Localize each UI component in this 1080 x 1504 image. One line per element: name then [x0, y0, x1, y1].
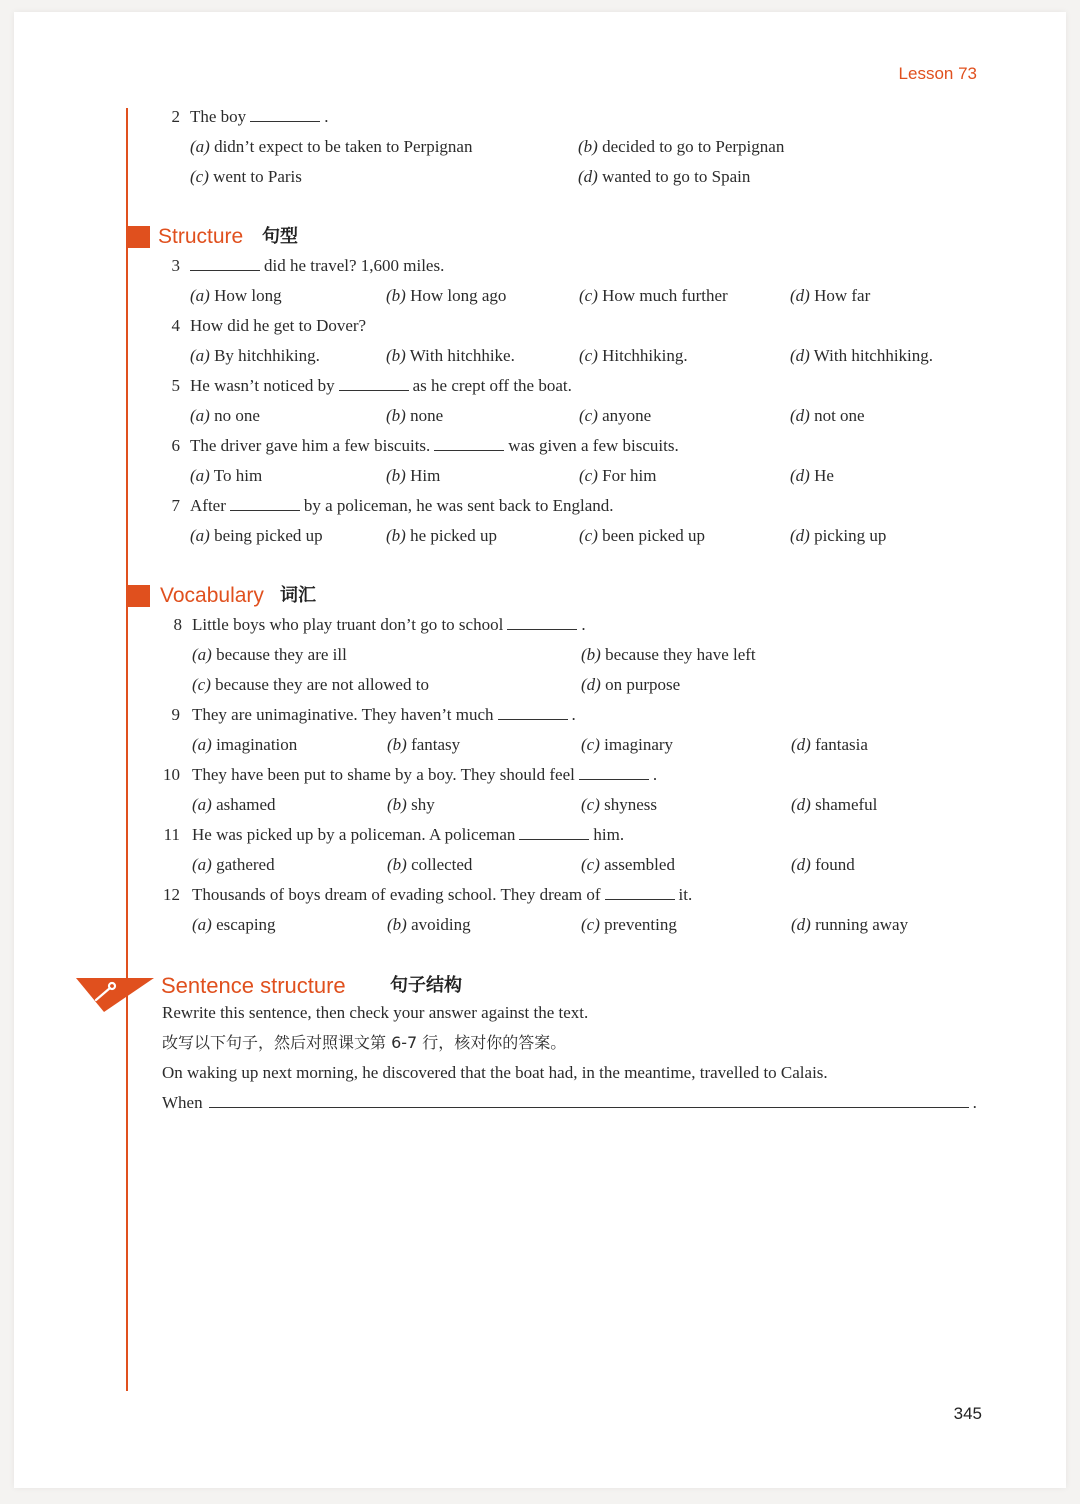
answer-end: . [972, 1093, 977, 1112]
option-d[interactable]: (d) shameful [791, 795, 878, 814]
option-c[interactable]: (c) anyone [579, 406, 652, 425]
option-b[interactable]: (b) he picked up [386, 526, 497, 545]
option-b[interactable]: (b) Him [386, 466, 441, 485]
textbook-page [14, 12, 1066, 1488]
question-9-options [14, 730, 1066, 760]
answer-blank[interactable] [190, 254, 260, 271]
question-stem: The boy . [190, 107, 329, 126]
answer-blank[interactable] [605, 883, 675, 900]
option-d[interactable]: (d) How far [790, 286, 871, 305]
option-c[interactable]: (c) imaginary [581, 735, 674, 754]
source-sentence: On waking up next morning, he discovered that the boat had, in the meantime, travelled to Calais. [162, 1063, 828, 1082]
option-b[interactable]: (b) none [386, 406, 444, 425]
vocabulary-questions [14, 610, 1066, 940]
answer-blank[interactable] [507, 613, 577, 630]
option-c[interactable]: (c) How much further [579, 286, 728, 305]
question-7-stem: 7 After by a policeman, he was sent back to England. [171, 496, 614, 515]
question-4-stem: 4 How did he get to Dover? [171, 316, 367, 335]
question-2 [14, 102, 1066, 192]
option-d[interactable]: (d) on purpose [581, 675, 681, 694]
option-a[interactable]: (a) no one [190, 406, 260, 425]
question-11-stem: 11 He was picked up by a policeman. A policeman him. [163, 825, 625, 844]
question-6-options [14, 461, 1066, 491]
option-a[interactable]: (a) imagination [192, 735, 298, 754]
answer-blank[interactable] [339, 374, 409, 391]
option-b[interactable]: (b) With hitchhike. [386, 346, 515, 365]
option-c[interactable]: (c) Hitchhiking. [579, 346, 688, 365]
question-6-stem: 6 The driver gave him a few biscuits. was given a few biscuits. [171, 436, 679, 455]
instruction-cn: 改写以下句子，然后对照课文第 6-7 行，核对你的答案。 [162, 1033, 567, 1052]
option-d[interactable]: (d) He [790, 466, 834, 485]
question-3-options [14, 281, 1066, 311]
answer-start: When [162, 1093, 203, 1112]
option-a[interactable]: (a) ashamed [192, 795, 276, 814]
lesson-label: Lesson 73 [898, 64, 977, 83]
question-9-stem: 9 They are unimaginative. They haven’t much . [171, 705, 576, 724]
option-a[interactable]: (a) because they are ill [192, 645, 347, 664]
question-8-options-row2 [14, 670, 1066, 700]
vocabulary-heading [14, 581, 614, 613]
answer-blank[interactable] [498, 703, 568, 720]
section-title-en: Sentence structure [161, 973, 346, 998]
option-c[interactable]: (c) been picked up [579, 526, 706, 545]
question-10-options [14, 790, 1066, 820]
option-d[interactable]: (d) fantasia [791, 735, 868, 754]
option-d[interactable]: (d) picking up [790, 526, 887, 545]
option-c[interactable]: (c) assembled [581, 855, 675, 874]
section-marker [126, 226, 150, 248]
question-4-options [14, 341, 1066, 371]
option-c[interactable]: (c) For him [579, 466, 657, 485]
structure-questions [14, 251, 1066, 551]
option-c[interactable]: (c) because they are not allowed to [192, 675, 429, 694]
option-c[interactable]: (c) preventing [581, 915, 677, 934]
question-10-stem: 10 They have been put to shame by a boy. They should feel . [163, 765, 658, 784]
section-title-en: Vocabulary [160, 584, 264, 607]
answer-blank[interactable] [434, 434, 504, 451]
section-title-en: Structure [158, 225, 244, 248]
option-a[interactable]: (a) By hitchhiking. [190, 346, 320, 365]
instruction-en: Rewrite this sentence, then check your answer against the text. [162, 1003, 589, 1022]
question-12-options [14, 910, 1066, 940]
question-7-options [14, 521, 1066, 551]
option-c[interactable]: (c) shyness [581, 795, 658, 814]
option-d[interactable]: (d) found [791, 855, 855, 874]
option-a[interactable]: (a) gathered [192, 855, 275, 874]
option-b[interactable]: (b) decided to go to Perpignan [578, 137, 785, 156]
option-a[interactable]: (a) How long [190, 286, 282, 305]
option-d[interactable]: (d) running away [791, 915, 909, 934]
option-a[interactable]: (a) To him [190, 466, 263, 485]
option-b[interactable]: (b) shy [387, 795, 435, 814]
rewrite-answer-line [162, 1088, 977, 1118]
rewrite-input[interactable] [209, 1091, 969, 1108]
question-8-stem: 8 Little boys who play truant don’t go to school . [173, 615, 586, 634]
section-title-cn: 句型 [262, 226, 298, 247]
option-a[interactable]: (a) being picked up [190, 526, 323, 545]
question-number: 2 [171, 107, 180, 126]
answer-blank[interactable] [250, 105, 320, 122]
option-b[interactable]: (b) because they have left [581, 645, 756, 664]
option-d[interactable]: (d) wanted to go to Spain [578, 167, 751, 186]
option-b[interactable]: (b) avoiding [387, 915, 471, 934]
option-a[interactable]: (a) escaping [192, 915, 276, 934]
option-b[interactable]: (b) collected [387, 855, 473, 874]
section-title-cn: 词汇 [280, 585, 316, 606]
question-12-stem: 12 Thousands of boys dream of evading school. They dream of it. [163, 885, 693, 904]
question-3-stem: 3 did he travel? 1,600 miles. [171, 256, 445, 275]
question-8-options-row1 [14, 640, 1066, 670]
question-5-stem: 5 He wasn’t noticed by as he crept off the boat. [171, 376, 572, 395]
option-d[interactable]: (d) not one [790, 406, 865, 425]
option-c[interactable]: (c) went to Paris [190, 167, 302, 186]
option-d[interactable]: (d) With hitchhiking. [790, 346, 934, 365]
section-title-cn: 句子结构 [390, 975, 462, 996]
page-number: 345 [953, 1404, 982, 1423]
answer-blank[interactable] [230, 494, 300, 511]
question-5-options [14, 401, 1066, 431]
section-marker [126, 585, 150, 607]
question-11-options [14, 850, 1066, 880]
answer-blank[interactable] [519, 823, 589, 840]
option-a[interactable]: (a) didn’t expect to be taken to Perpignan [190, 137, 473, 156]
structure-heading [14, 222, 614, 254]
answer-blank[interactable] [579, 763, 649, 780]
option-b[interactable]: (b) How long ago [386, 286, 507, 305]
option-b[interactable]: (b) fantasy [387, 735, 461, 754]
